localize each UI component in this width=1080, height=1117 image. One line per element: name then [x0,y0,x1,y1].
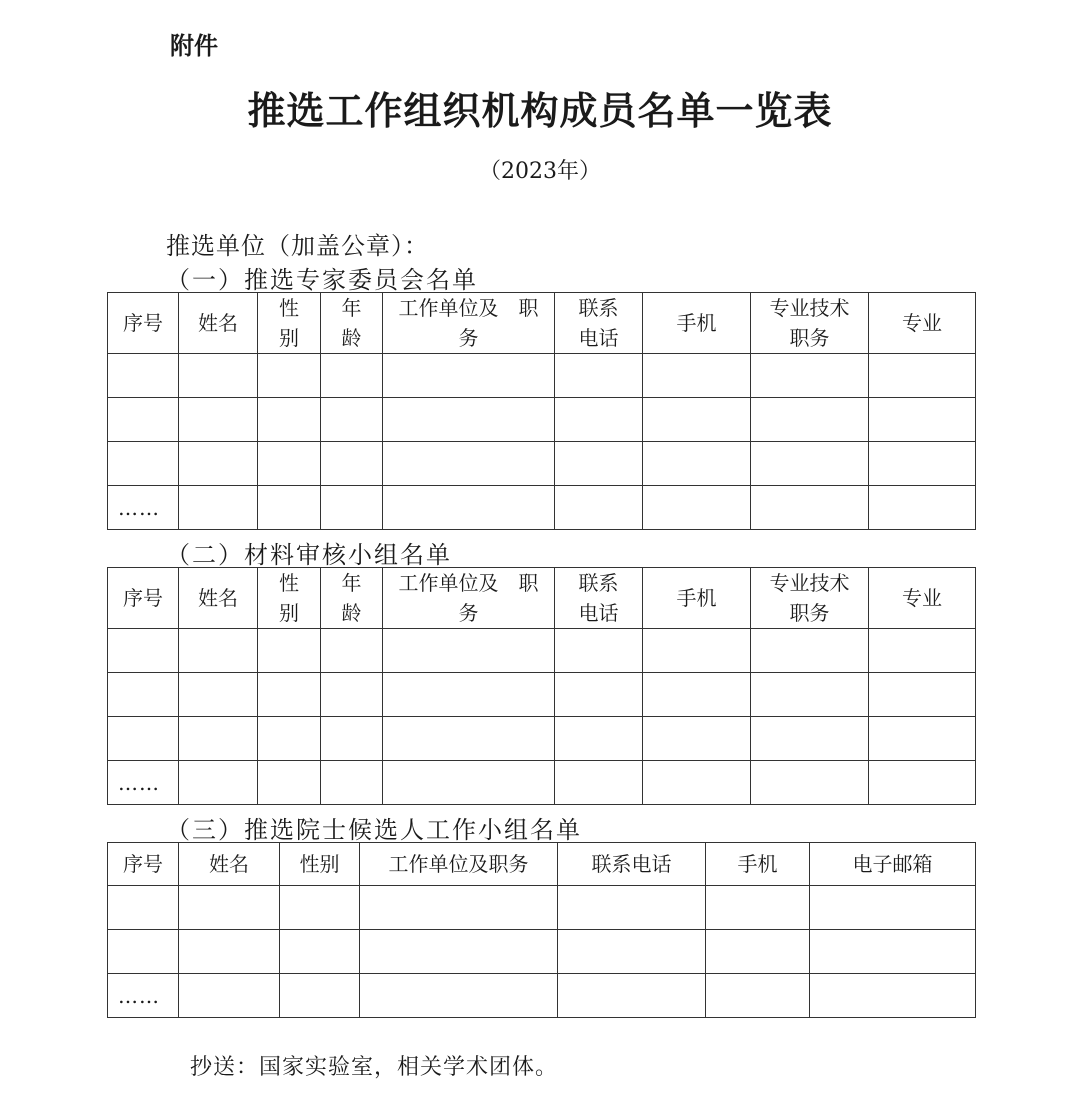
table-cell[interactable] [258,354,321,398]
table-cell[interactable] [869,486,976,530]
table-cell[interactable] [869,354,976,398]
table-cell[interactable] [280,974,360,1018]
table-cell[interactable] [869,673,976,717]
table-cell[interactable] [706,974,810,1018]
col-header: 姓名 [179,568,258,629]
table-row [108,354,976,398]
table-row [108,717,976,761]
col-header: 手机 [643,293,751,354]
table-cell[interactable] [280,886,360,930]
table-row [108,761,976,805]
table-cell[interactable] [108,354,179,398]
table-cell[interactable] [280,930,360,974]
table-cell[interactable] [179,717,258,761]
col-header: 年 龄 [321,293,383,354]
table-cell[interactable] [321,486,383,530]
table-row [108,442,976,486]
table-cell[interactable] [643,673,751,717]
col-header: 序号 [108,293,179,354]
table-cell[interactable] [108,886,179,930]
table-cell[interactable] [869,629,976,673]
table-cell[interactable] [643,761,751,805]
table-row [108,930,976,974]
table-cell[interactable] [643,486,751,530]
table-cell[interactable] [751,442,869,486]
table-header-row [108,843,976,886]
cc-line: 抄送：国家实验室，相关学术团体。 [190,1055,559,1080]
table-cell[interactable] [108,673,179,717]
table-cell[interactable] [751,629,869,673]
table-cell[interactable] [258,442,321,486]
table-cell[interactable] [179,974,280,1018]
ellipsis-cell: …… [108,486,179,530]
table-cell[interactable] [869,717,976,761]
table-cell[interactable] [869,398,976,442]
table-cell[interactable] [321,398,383,442]
year-label: （2023年） [479,159,601,184]
section-heading-review: （二）材料审核小组名单 [166,541,452,569]
section-heading-experts: （一）推选专家委员会名单 [166,266,478,294]
table-cell[interactable] [360,886,558,930]
col-header: 电子邮箱 [810,843,976,886]
table-cell[interactable] [108,629,179,673]
ellipsis-cell: …… [108,761,179,805]
table-cell[interactable] [321,673,383,717]
review-table [107,567,976,805]
table-cell[interactable] [258,486,321,530]
table-cell[interactable] [383,673,555,717]
table-cell[interactable] [751,354,869,398]
table-cell[interactable] [321,761,383,805]
col-header: 专业技术 职务 [751,568,869,629]
table-cell[interactable] [179,930,280,974]
col-header: 工作单位及职务 [360,843,558,886]
col-header: 年 龄 [321,568,383,629]
table-cell[interactable] [321,442,383,486]
col-header: 性别 [280,843,360,886]
table-cell[interactable] [321,629,383,673]
table-cell[interactable] [555,629,643,673]
table-cell[interactable] [179,354,258,398]
col-header: 姓名 [179,293,258,354]
col-header: 联系电话 [558,843,706,886]
table-cell[interactable] [258,717,321,761]
col-header: 联系 电话 [555,568,643,629]
table-cell[interactable] [321,354,383,398]
table-cell[interactable] [179,673,258,717]
table-cell[interactable] [751,761,869,805]
table-cell[interactable] [555,486,643,530]
col-header: 姓名 [179,843,280,886]
table-cell[interactable] [321,717,383,761]
section-heading-candidates: （三）推选院士候选人工作小组名单 [166,816,582,844]
table-row [108,974,976,1018]
table-cell[interactable] [179,398,258,442]
col-header: 联系 电话 [555,293,643,354]
table-cell[interactable] [555,442,643,486]
table-cell[interactable] [258,398,321,442]
table-cell[interactable] [643,629,751,673]
table-cell[interactable] [179,761,258,805]
table-cell[interactable] [108,442,179,486]
table-cell[interactable] [258,673,321,717]
table-cell[interactable] [558,930,706,974]
candidates-table [107,842,976,1018]
attachment-label: 附件 [170,32,218,60]
table-cell[interactable] [108,717,179,761]
table-cell[interactable] [258,761,321,805]
col-header: 专业 [869,568,976,629]
table-cell[interactable] [383,629,555,673]
table-cell[interactable] [360,930,558,974]
col-header: 序号 [108,843,179,886]
table-row [108,673,976,717]
table-cell[interactable] [558,974,706,1018]
table-header-row [108,293,976,354]
table-cell[interactable] [558,886,706,930]
ellipsis-cell: …… [108,974,179,1018]
col-header: 工作单位及 职 务 [383,293,555,354]
col-header: 专业技术 职务 [751,293,869,354]
table-cell[interactable] [706,886,810,930]
table-cell[interactable] [555,717,643,761]
table-row [108,886,976,930]
table-cell[interactable] [555,761,643,805]
table-cell[interactable] [108,398,179,442]
table-cell[interactable] [179,629,258,673]
table-cell[interactable] [360,974,558,1018]
col-header: 工作单位及 职 务 [383,568,555,629]
table-cell[interactable] [810,886,976,930]
table-cell[interactable] [643,354,751,398]
table-cell[interactable] [751,486,869,530]
table-row [108,486,976,530]
table-cell[interactable] [869,442,976,486]
table-cell[interactable] [383,717,555,761]
table-header-row [108,568,976,629]
table-row [108,398,976,442]
table-cell[interactable] [179,486,258,530]
table-cell[interactable] [643,398,751,442]
table-cell[interactable] [383,442,555,486]
table-cell[interactable] [555,354,643,398]
table-cell[interactable] [555,673,643,717]
table-cell[interactable] [555,398,643,442]
table-cell[interactable] [751,717,869,761]
table-cell[interactable] [179,442,258,486]
col-header: 序号 [108,568,179,629]
table-cell[interactable] [643,717,751,761]
table-cell[interactable] [706,930,810,974]
table-cell[interactable] [258,629,321,673]
table-cell[interactable] [751,398,869,442]
table-row [108,629,976,673]
table-cell[interactable] [751,673,869,717]
table-cell[interactable] [383,486,555,530]
table-cell[interactable] [810,930,976,974]
table-cell[interactable] [643,442,751,486]
col-header: 手机 [706,843,810,886]
col-header: 性 别 [258,568,321,629]
table-cell[interactable] [810,974,976,1018]
experts-table [107,292,976,530]
table-cell[interactable] [108,930,179,974]
table-cell[interactable] [383,761,555,805]
table-cell[interactable] [383,354,555,398]
table-cell[interactable] [383,398,555,442]
col-header: 手机 [643,568,751,629]
col-header: 性 别 [258,293,321,354]
table-cell[interactable] [869,761,976,805]
unit-label: 推选单位（加盖公章）： [166,232,429,260]
table-cell[interactable] [179,886,280,930]
page-title: 推选工作组织机构成员名单一览表 [247,89,833,133]
col-header: 专业 [869,293,976,354]
